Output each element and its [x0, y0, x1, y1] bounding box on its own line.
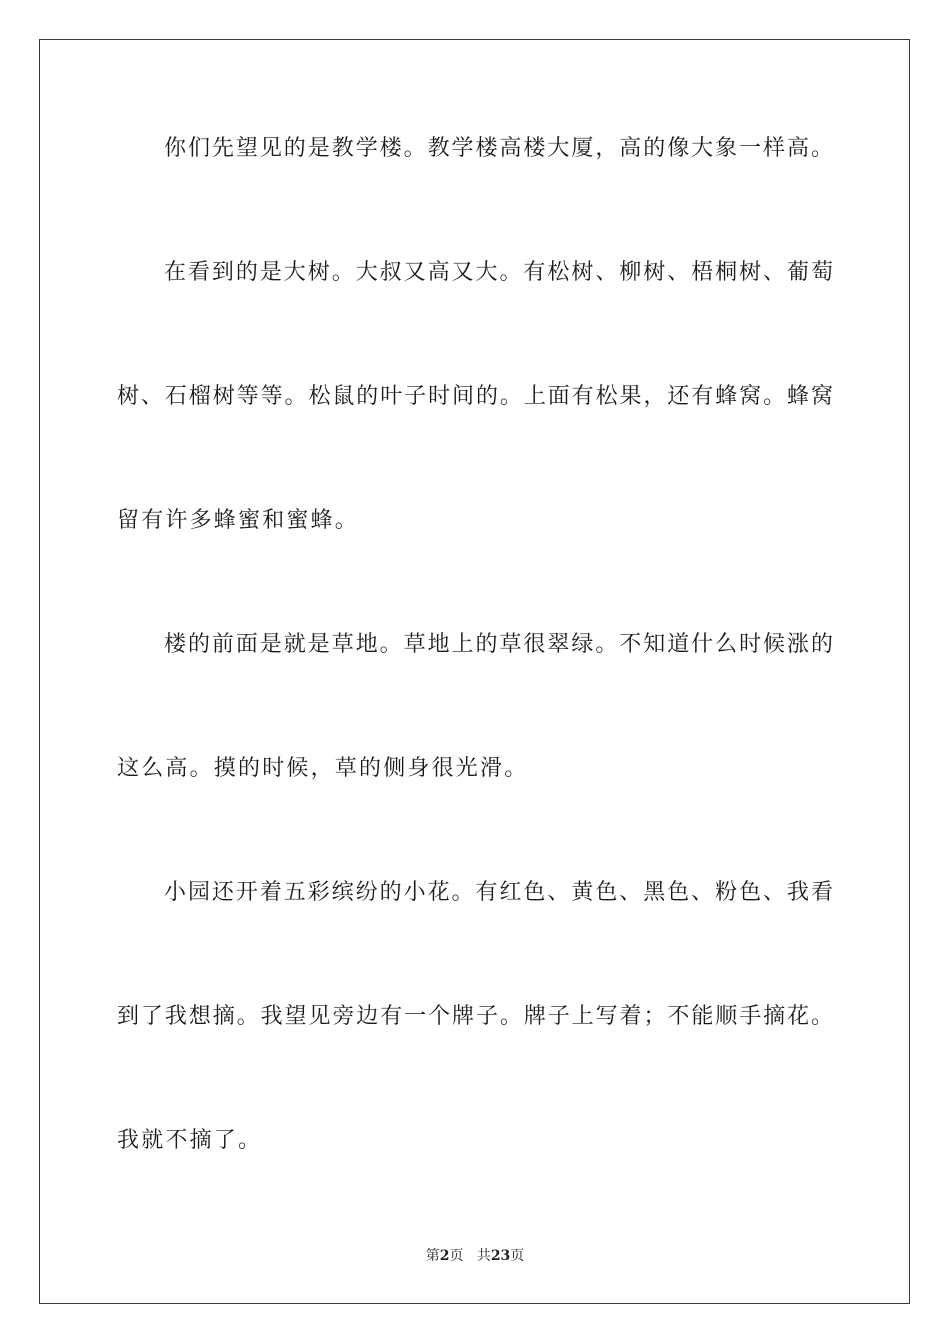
paragraph-2-line-2: 树、石榴树等等。松鼠的叶子时间的。上面有松果，还有蜂窝。蜂窝 [117, 384, 833, 409]
total-prefix: 共 [476, 1248, 491, 1264]
paragraph-4-line-2: 到了我想摘。我望见旁边有一个牌子。牌子上写着；不能顺手摘花。 [117, 1004, 833, 1029]
paragraph-3-line-1: 楼的前面是就是草地。草地上的草很翠绿。不知道什么时候涨的 [164, 632, 833, 657]
page-footer [0, 1247, 950, 1265]
paragraph-2-line-1: 在看到的是大树。大叔又高又大。有松树、柳树、梧桐树、葡萄 [164, 260, 833, 285]
total-pages: 23 [490, 1248, 511, 1264]
page-border [39, 39, 910, 1304]
page-number: 2 [439, 1248, 450, 1264]
paragraph-4-line-3: 我就不摘了。 [117, 1128, 263, 1153]
paragraph-2-line-3: 留有许多蜂蜜和蜜蜂。 [117, 508, 360, 533]
paragraph-4-line-1: 小园还开着五彩缤纷的小花。有红色、黄色、黑色、粉色、我看 [164, 880, 833, 905]
paragraph-3-line-2: 这么高。摸的时候，草的侧身很光滑。 [117, 756, 529, 781]
paragraph-1-line-1: 你们先望见的是教学楼。教学楼高楼大厦，高的像大象一样高。 [164, 136, 833, 161]
total-suffix: 页 [510, 1248, 525, 1264]
page-suffix: 页 [449, 1248, 464, 1264]
page-prefix: 第 [425, 1248, 440, 1264]
